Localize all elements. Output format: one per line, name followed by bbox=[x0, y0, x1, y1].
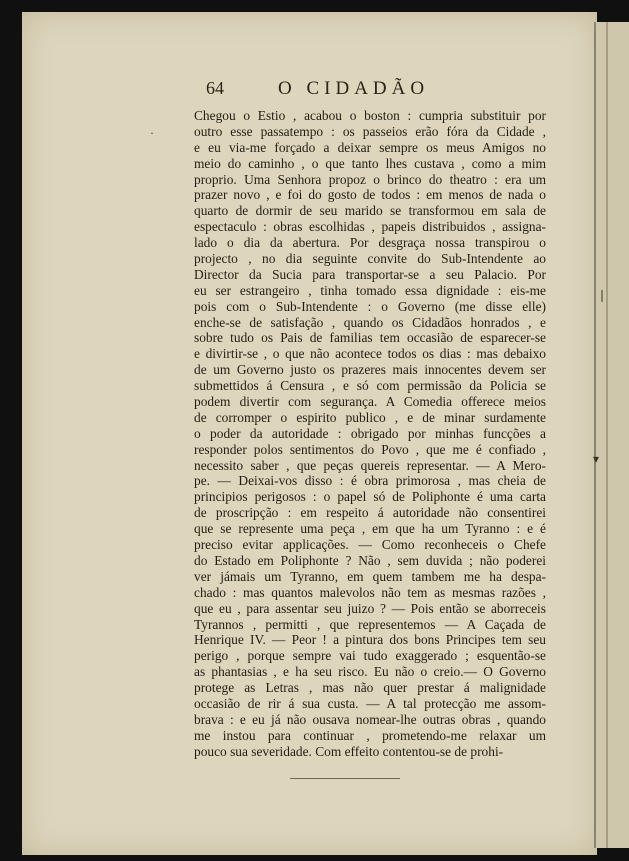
text-line: que se represente uma peça , em que ha um Tyranno : e é bbox=[194, 521, 546, 537]
text-line: o poder da autoridade : obrigado por minhas funcções a bbox=[194, 425, 546, 441]
text-line: Chegou o Estio , acabou o boston : cumpria substituir por bbox=[194, 108, 546, 123]
text-line: submettidos á Censura , e só com permissão da Policia se bbox=[194, 378, 546, 394]
text-line: occasião de rir á sua custa. — A tal protecção me assom- bbox=[194, 695, 546, 711]
text-line: sobre tudo os Pais de familias tem occasião de esparecer-se bbox=[194, 330, 546, 346]
text-line: e divirtir-se , o que não acontece todos os dias : mas debaixo bbox=[194, 346, 546, 362]
page-number: 64 bbox=[206, 78, 224, 98]
text-line: lado o dia da abertura. Por desgraça nossa transpirou o bbox=[194, 235, 546, 251]
text-line: enche-se de satisfação , quando os Cidadãos honrados , e bbox=[194, 314, 546, 330]
running-title: O CIDADÃO bbox=[278, 78, 430, 99]
text-line: principios perigosos : o papel só de Poliphonte é uma carta bbox=[194, 489, 546, 505]
text-line: que eu , para assentar seu juizo ? — Pois então se aborreceis bbox=[194, 600, 546, 616]
text-line: pe. — Deixai-vos disso : é obra primorosa , mas cheia de bbox=[194, 473, 546, 489]
text-line: quarto de dormir de seu marido se transformou em sala de bbox=[194, 203, 546, 219]
margin-mark: ❘ bbox=[597, 288, 608, 302]
text-line: de corromper o espirito publico , e de minar surdamente bbox=[194, 409, 546, 425]
text-line: do Estado em Poliphonte ? Não , sem duvida ; não poderei bbox=[194, 552, 546, 568]
text-line: meio do caminho , o que tanto lhes custava , como a mim bbox=[194, 155, 546, 171]
text-line: projecto , no dia seguinte convite do Sub-Intendente ao bbox=[194, 251, 546, 267]
text-line: eu ser estrangeiro , tinha tomado essa dignidade : eis-me bbox=[194, 282, 546, 298]
text-line: de um Governo justo os prazeres mais innocentes devem ser bbox=[194, 362, 546, 378]
text-line: protege as Letras , mas não quer prestar á malignidade bbox=[194, 680, 546, 696]
text-line: necessito saber , que peças quereis representar. — A Mero- bbox=[194, 457, 546, 473]
text-line: Tyrannos , permitti , que representemos — A Caçada de bbox=[194, 616, 546, 632]
text-line: responder polos sentimentos do Povo , que me é confiado , bbox=[194, 441, 546, 457]
text-line: Henrique IV. — Peor ! a pintura dos bons Principes tem seu bbox=[194, 632, 546, 648]
facing-page-edge bbox=[594, 22, 629, 848]
text-line: pouco sua severidade. Com effeito contentou-se de prohi- bbox=[194, 743, 504, 759]
text-line: proprio. Uma Senhora propoz o brinco do theatro : era um bbox=[194, 171, 546, 187]
text-line: prazer novo , e foi do gosto de todos : em menos de nada o bbox=[194, 187, 546, 203]
text-line: brava : e eu já não ousava nomear-lhe outras obras , quando bbox=[194, 711, 546, 727]
text-line: pois com o Sub-Intendente : o Governo (me disse elle) bbox=[194, 298, 546, 314]
text-line: espectaculo : obras escolhidas , papeis distribuidos , assigna- bbox=[194, 219, 546, 235]
body-text bbox=[194, 108, 546, 760]
text-line: me instou para continuar , prometendo-me relaxar um bbox=[194, 727, 546, 743]
bottom-rule bbox=[290, 778, 400, 779]
text-line: ver jámais um Tyranno, em quem tambem me ha despa- bbox=[194, 568, 546, 584]
text-line: as phantasias , e ha seu risco. Eu não o creio.— O Governo bbox=[194, 664, 546, 680]
text-line: chado : mas quantos malevolos não tem as mesmas razões , bbox=[194, 584, 546, 600]
text-line: podem divertir com segurança. A Comedia offerece meios bbox=[194, 394, 546, 410]
margin-mark: ▾ bbox=[593, 452, 600, 466]
text-line: outro esse passatempo : os passeios erão fóra da Cidade , bbox=[194, 123, 546, 139]
text-line: e eu via-me forçado a deixar sempre os meus Amigos no bbox=[194, 139, 546, 155]
margin-mark: · bbox=[150, 126, 154, 140]
text-line: Director da Sucia para transportar-se a seu Palacio. Por bbox=[194, 266, 546, 282]
page-fold bbox=[606, 22, 608, 848]
text-line: perigo , porque sempre vai tudo exaggerado ; esquentão-se bbox=[194, 648, 546, 664]
page-header bbox=[178, 78, 478, 102]
text-line: de proscripção : em respeito á autoridade não consentirei bbox=[194, 505, 546, 521]
text-line: preciso evitar applicações. — Como reconheceis o Chefe bbox=[194, 537, 546, 553]
